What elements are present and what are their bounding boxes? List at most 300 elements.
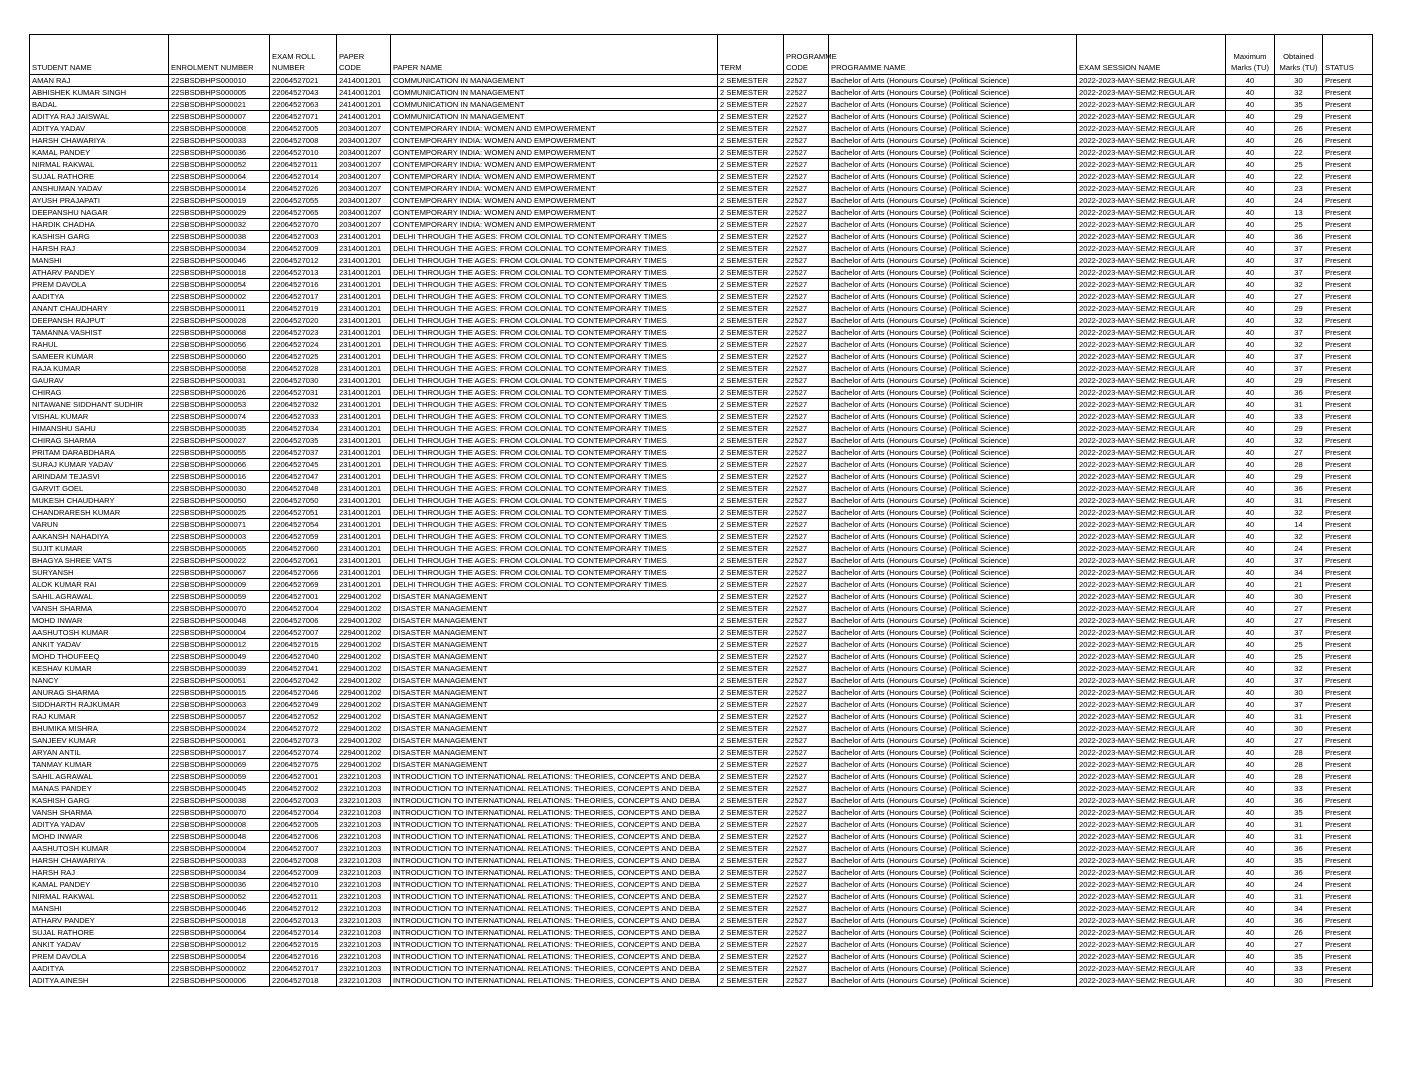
cell-programme-code: 22527 <box>784 459 829 471</box>
cell-paper-name: CONTEMPORARY INDIA: WOMEN AND EMPOWERMENT <box>391 195 718 207</box>
cell-enrolment-number: 22SBSDBHPS000058 <box>169 363 270 375</box>
cell-maximum-marks: 40 <box>1226 951 1275 963</box>
cell-obtained-marks: 36 <box>1275 483 1323 495</box>
cell-status: Present <box>1323 315 1373 327</box>
cell-status: Present <box>1323 75 1373 87</box>
cell-paper-code: 2034001207 <box>337 195 391 207</box>
cell-student-name: KASHISH GARG <box>30 231 169 243</box>
cell-obtained-marks: 36 <box>1275 387 1323 399</box>
cell-paper-code: 2294001202 <box>337 699 391 711</box>
cell-exam-session-name: 2022-2023-MAY-SEM2:REGULAR <box>1077 939 1226 951</box>
cell-paper-name: DELHI THROUGH THE AGES: FROM COLONIAL TO CONTEMPORARY TIMES <box>391 243 718 255</box>
cell-paper-code: 2322101203 <box>337 843 391 855</box>
cell-student-name: TAMANNA VASHIST <box>30 327 169 339</box>
cell-programme-code: 22527 <box>784 327 829 339</box>
cell-programme-code: 22527 <box>784 183 829 195</box>
cell-student-name: ADITYA YADAV <box>30 123 169 135</box>
cell-paper-code: 2322101203 <box>337 771 391 783</box>
cell-paper-code: 2294001202 <box>337 627 391 639</box>
cell-paper-code: 2414001201 <box>337 87 391 99</box>
cell-status: Present <box>1323 531 1373 543</box>
cell-paper-code: 2314001201 <box>337 555 391 567</box>
cell-status: Present <box>1323 579 1373 591</box>
cell-programme-code: 22527 <box>784 315 829 327</box>
cell-exam-roll-number: 22064527010 <box>270 879 337 891</box>
cell-student-name: SURAJ KUMAR YADAV <box>30 459 169 471</box>
cell-paper-code: 2314001201 <box>337 411 391 423</box>
cell-paper-name: DELHI THROUGH THE AGES: FROM COLONIAL TO CONTEMPORARY TIMES <box>391 579 718 591</box>
cell-paper-code: 2034001207 <box>337 183 391 195</box>
cell-paper-name: DELHI THROUGH THE AGES: FROM COLONIAL TO CONTEMPORARY TIMES <box>391 411 718 423</box>
cell-enrolment-number: 22SBSDBHPS000008 <box>169 819 270 831</box>
cell-exam-session-name: 2022-2023-MAY-SEM2:REGULAR <box>1077 771 1226 783</box>
cell-maximum-marks: 40 <box>1226 807 1275 819</box>
cell-exam-roll-number: 22064527007 <box>270 627 337 639</box>
cell-term: 2 SEMESTER <box>718 147 784 159</box>
cell-status: Present <box>1323 471 1373 483</box>
cell-term: 2 SEMESTER <box>718 543 784 555</box>
cell-exam-session-name: 2022-2023-MAY-SEM2:REGULAR <box>1077 195 1226 207</box>
cell-programme-code: 22527 <box>784 495 829 507</box>
cell-student-name: ANKIT YADAV <box>30 939 169 951</box>
cell-paper-name: DISASTER MANAGEMENT <box>391 663 718 675</box>
cell-exam-roll-number: 22064527049 <box>270 699 337 711</box>
cell-status: Present <box>1323 483 1373 495</box>
cell-term: 2 SEMESTER <box>718 255 784 267</box>
cell-programme-code: 22527 <box>784 159 829 171</box>
cell-programme-code: 22527 <box>784 915 829 927</box>
cell-enrolment-number: 22SBSDBHPS000010 <box>169 75 270 87</box>
cell-status: Present <box>1323 435 1373 447</box>
table-row <box>30 507 1373 519</box>
cell-programme-code: 22527 <box>784 963 829 975</box>
cell-term: 2 SEMESTER <box>718 903 784 915</box>
cell-term: 2 SEMESTER <box>718 831 784 843</box>
cell-programme-name: Bachelor of Arts (Honours Course) (Political Science) <box>829 699 1077 711</box>
cell-paper-name: DELHI THROUGH THE AGES: FROM COLONIAL TO CONTEMPORARY TIMES <box>391 339 718 351</box>
cell-enrolment-number: 22SBSDBHPS000002 <box>169 291 270 303</box>
cell-obtained-marks: 36 <box>1275 795 1323 807</box>
cell-exam-roll-number: 22064527026 <box>270 183 337 195</box>
cell-status: Present <box>1323 387 1373 399</box>
cell-term: 2 SEMESTER <box>718 423 784 435</box>
cell-status: Present <box>1323 675 1373 687</box>
cell-paper-code: 2322101203 <box>337 939 391 951</box>
cell-term: 2 SEMESTER <box>718 219 784 231</box>
cell-enrolment-number: 22SBSDBHPS000035 <box>169 423 270 435</box>
cell-status: Present <box>1323 363 1373 375</box>
cell-programme-name: Bachelor of Arts (Honours Course) (Political Science) <box>829 183 1077 195</box>
cell-programme-name: Bachelor of Arts (Honours Course) (Political Science) <box>829 867 1077 879</box>
cell-exam-session-name: 2022-2023-MAY-SEM2:REGULAR <box>1077 819 1226 831</box>
cell-programme-code: 22527 <box>784 711 829 723</box>
table-row <box>30 327 1373 339</box>
cell-obtained-marks: 35 <box>1275 951 1323 963</box>
cell-exam-roll-number: 22064527069 <box>270 579 337 591</box>
cell-status: Present <box>1323 651 1373 663</box>
cell-exam-session-name: 2022-2023-MAY-SEM2:REGULAR <box>1077 507 1226 519</box>
cell-exam-session-name: 2022-2023-MAY-SEM2:REGULAR <box>1077 651 1226 663</box>
cell-enrolment-number: 22SBSDBHPS000012 <box>169 639 270 651</box>
cell-obtained-marks: 32 <box>1275 663 1323 675</box>
cell-status: Present <box>1323 159 1373 171</box>
cell-status: Present <box>1323 939 1373 951</box>
cell-enrolment-number: 22SBSDBHPS000016 <box>169 471 270 483</box>
cell-paper-code: 2314001201 <box>337 567 391 579</box>
table-row <box>30 387 1373 399</box>
cell-exam-session-name: 2022-2023-MAY-SEM2:REGULAR <box>1077 747 1226 759</box>
cell-term: 2 SEMESTER <box>718 75 784 87</box>
cell-status: Present <box>1323 219 1373 231</box>
cell-programme-code: 22527 <box>784 483 829 495</box>
cell-status: Present <box>1323 783 1373 795</box>
cell-exam-session-name: 2022-2023-MAY-SEM2:REGULAR <box>1077 723 1226 735</box>
cell-term: 2 SEMESTER <box>718 279 784 291</box>
cell-obtained-marks: 32 <box>1275 339 1323 351</box>
cell-paper-name: DELHI THROUGH THE AGES: FROM COLONIAL TO CONTEMPORARY TIMES <box>391 423 718 435</box>
cell-exam-session-name: 2022-2023-MAY-SEM2:REGULAR <box>1077 231 1226 243</box>
cell-student-name: SIDDHARTH RAJKUMAR <box>30 699 169 711</box>
cell-exam-session-name: 2022-2023-MAY-SEM2:REGULAR <box>1077 375 1226 387</box>
cell-student-name: AMAN RAJ <box>30 75 169 87</box>
cell-exam-session-name: 2022-2023-MAY-SEM2:REGULAR <box>1077 399 1226 411</box>
cell-enrolment-number: 22SBSDBHPS000027 <box>169 435 270 447</box>
cell-maximum-marks: 40 <box>1226 483 1275 495</box>
cell-exam-roll-number: 22064527043 <box>270 87 337 99</box>
cell-programme-name: Bachelor of Arts (Honours Course) (Political Science) <box>829 735 1077 747</box>
cell-programme-name: Bachelor of Arts (Honours Course) (Political Science) <box>829 747 1077 759</box>
cell-obtained-marks: 36 <box>1275 867 1323 879</box>
cell-paper-code: 2314001201 <box>337 291 391 303</box>
cell-exam-session-name: 2022-2023-MAY-SEM2:REGULAR <box>1077 903 1226 915</box>
cell-obtained-marks: 30 <box>1275 687 1323 699</box>
cell-term: 2 SEMESTER <box>718 471 784 483</box>
cell-programme-name: Bachelor of Arts (Honours Course) (Political Science) <box>829 711 1077 723</box>
cell-exam-session-name: 2022-2023-MAY-SEM2:REGULAR <box>1077 675 1226 687</box>
table-row <box>30 495 1373 507</box>
cell-maximum-marks: 40 <box>1226 735 1275 747</box>
cell-term: 2 SEMESTER <box>718 819 784 831</box>
cell-exam-session-name: 2022-2023-MAY-SEM2:REGULAR <box>1077 735 1226 747</box>
cell-exam-session-name: 2022-2023-MAY-SEM2:REGULAR <box>1077 567 1226 579</box>
cell-exam-session-name: 2022-2023-MAY-SEM2:REGULAR <box>1077 243 1226 255</box>
cell-obtained-marks: 25 <box>1275 219 1323 231</box>
cell-paper-name: DELHI THROUGH THE AGES: FROM COLONIAL TO CONTEMPORARY TIMES <box>391 387 718 399</box>
table-row <box>30 891 1373 903</box>
cell-enrolment-number: 22SBSDBHPS000060 <box>169 351 270 363</box>
cell-paper-code: 2034001207 <box>337 219 391 231</box>
cell-student-name: CHANDRARESH KUMAR <box>30 507 169 519</box>
cell-paper-name: INTRODUCTION TO INTERNATIONAL RELATIONS: THEORIES, CONCEPTS AND DEBA <box>391 795 718 807</box>
cell-enrolment-number: 22SBSDBHPS000054 <box>169 951 270 963</box>
cell-student-name: ADITYA YADAV <box>30 819 169 831</box>
cell-obtained-marks: 30 <box>1275 975 1323 987</box>
table-row <box>30 603 1373 615</box>
cell-status: Present <box>1323 423 1373 435</box>
cell-exam-roll-number: 22064527013 <box>270 267 337 279</box>
cell-exam-roll-number: 22064527019 <box>270 303 337 315</box>
table-row <box>30 411 1373 423</box>
cell-programme-name: Bachelor of Arts (Honours Course) (Political Science) <box>829 759 1077 771</box>
cell-exam-session-name: 2022-2023-MAY-SEM2:REGULAR <box>1077 579 1226 591</box>
cell-programme-code: 22527 <box>784 615 829 627</box>
cell-programme-code: 22527 <box>784 231 829 243</box>
cell-exam-session-name: 2022-2023-MAY-SEM2:REGULAR <box>1077 435 1226 447</box>
cell-paper-code: 2414001201 <box>337 99 391 111</box>
cell-enrolment-number: 22SBSDBHPS000034 <box>169 867 270 879</box>
cell-student-name: ABHISHEK KUMAR SINGH <box>30 87 169 99</box>
cell-programme-code: 22527 <box>784 939 829 951</box>
table-row <box>30 171 1373 183</box>
cell-maximum-marks: 40 <box>1226 663 1275 675</box>
cell-paper-name: DELHI THROUGH THE AGES: FROM COLONIAL TO CONTEMPORARY TIMES <box>391 351 718 363</box>
cell-paper-name: DELHI THROUGH THE AGES: FROM COLONIAL TO CONTEMPORARY TIMES <box>391 435 718 447</box>
cell-enrolment-number: 22SBSDBHPS000019 <box>169 195 270 207</box>
cell-programme-code: 22527 <box>784 435 829 447</box>
cell-paper-name: DELHI THROUGH THE AGES: FROM COLONIAL TO CONTEMPORARY TIMES <box>391 555 718 567</box>
cell-programme-code: 22527 <box>784 87 829 99</box>
header-term: TERM <box>718 35 784 75</box>
cell-exam-roll-number: 22064527016 <box>270 279 337 291</box>
cell-student-name: HARSH CHAWARIYA <box>30 135 169 147</box>
cell-enrolment-number: 22SBSDBHPS000046 <box>169 255 270 267</box>
cell-student-name: SUJAL RATHORE <box>30 171 169 183</box>
cell-paper-code: 2034001207 <box>337 147 391 159</box>
cell-student-name: RAHUL <box>30 339 169 351</box>
cell-enrolment-number: 22SBSDBHPS000036 <box>169 147 270 159</box>
cell-term: 2 SEMESTER <box>718 879 784 891</box>
cell-paper-name: INTRODUCTION TO INTERNATIONAL RELATIONS: THEORIES, CONCEPTS AND DEBA <box>391 963 718 975</box>
cell-maximum-marks: 40 <box>1226 819 1275 831</box>
table-row <box>30 375 1373 387</box>
cell-programme-name: Bachelor of Arts (Honours Course) (Political Science) <box>829 963 1077 975</box>
cell-exam-roll-number: 22064527002 <box>270 783 337 795</box>
cell-enrolment-number: 22SBSDBHPS000070 <box>169 807 270 819</box>
table-row <box>30 111 1373 123</box>
cell-student-name: ALOK KUMAR RAI <box>30 579 169 591</box>
cell-maximum-marks: 40 <box>1226 555 1275 567</box>
cell-obtained-marks: 33 <box>1275 783 1323 795</box>
cell-programme-code: 22527 <box>784 903 829 915</box>
header-paper-name: PAPER NAME <box>391 35 718 75</box>
cell-term: 2 SEMESTER <box>718 135 784 147</box>
cell-paper-name: DISASTER MANAGEMENT <box>391 627 718 639</box>
cell-obtained-marks: 34 <box>1275 903 1323 915</box>
cell-enrolment-number: 22SBSDBHPS000025 <box>169 507 270 519</box>
cell-enrolment-number: 22SBSDBHPS000074 <box>169 411 270 423</box>
cell-maximum-marks: 40 <box>1226 699 1275 711</box>
cell-programme-code: 22527 <box>784 303 829 315</box>
cell-maximum-marks: 40 <box>1226 747 1275 759</box>
cell-programme-code: 22527 <box>784 783 829 795</box>
cell-programme-name: Bachelor of Arts (Honours Course) (Political Science) <box>829 531 1077 543</box>
cell-programme-code: 22527 <box>784 267 829 279</box>
cell-obtained-marks: 27 <box>1275 603 1323 615</box>
cell-programme-code: 22527 <box>784 99 829 111</box>
cell-student-name: TANMAY KUMAR <box>30 759 169 771</box>
cell-exam-session-name: 2022-2023-MAY-SEM2:REGULAR <box>1077 171 1226 183</box>
cell-enrolment-number: 22SBSDBHPS000063 <box>169 699 270 711</box>
cell-maximum-marks: 40 <box>1226 675 1275 687</box>
cell-term: 2 SEMESTER <box>718 123 784 135</box>
cell-programme-name: Bachelor of Arts (Honours Course) (Political Science) <box>829 927 1077 939</box>
table-row <box>30 855 1373 867</box>
header-paper-code: PAPER CODE <box>337 35 391 75</box>
table-row <box>30 975 1373 987</box>
cell-exam-session-name: 2022-2023-MAY-SEM2:REGULAR <box>1077 915 1226 927</box>
table-row <box>30 303 1373 315</box>
cell-student-name: AYUSH PRAJAPATI <box>30 195 169 207</box>
cell-obtained-marks: 23 <box>1275 183 1323 195</box>
cell-student-name: NITAWANE SIDDHANT SUDHIR <box>30 399 169 411</box>
cell-status: Present <box>1323 339 1373 351</box>
cell-paper-code: 2314001201 <box>337 471 391 483</box>
cell-paper-name: DISASTER MANAGEMENT <box>391 759 718 771</box>
cell-status: Present <box>1323 507 1373 519</box>
cell-student-name: HARDIK CHADHA <box>30 219 169 231</box>
cell-term: 2 SEMESTER <box>718 447 784 459</box>
cell-paper-code: 2034001207 <box>337 159 391 171</box>
cell-status: Present <box>1323 975 1373 987</box>
cell-student-name: DEEPANSH RAJPUT <box>30 315 169 327</box>
cell-paper-name: DELHI THROUGH THE AGES: FROM COLONIAL TO CONTEMPORARY TIMES <box>391 279 718 291</box>
cell-paper-name: INTRODUCTION TO INTERNATIONAL RELATIONS: THEORIES, CONCEPTS AND DEBA <box>391 843 718 855</box>
table-row <box>30 99 1373 111</box>
cell-exam-roll-number: 22064527065 <box>270 207 337 219</box>
cell-programme-code: 22527 <box>784 411 829 423</box>
cell-exam-session-name: 2022-2023-MAY-SEM2:REGULAR <box>1077 267 1226 279</box>
cell-programme-name: Bachelor of Arts (Honours Course) (Political Science) <box>829 171 1077 183</box>
cell-programme-code: 22527 <box>784 207 829 219</box>
cell-programme-code: 22527 <box>784 843 829 855</box>
cell-paper-code: 2034001207 <box>337 123 391 135</box>
cell-enrolment-number: 22SBSDBHPS000050 <box>169 495 270 507</box>
cell-exam-session-name: 2022-2023-MAY-SEM2:REGULAR <box>1077 783 1226 795</box>
cell-paper-name: DELHI THROUGH THE AGES: FROM COLONIAL TO CONTEMPORARY TIMES <box>391 315 718 327</box>
cell-enrolment-number: 22SBSDBHPS000002 <box>169 963 270 975</box>
cell-exam-roll-number: 22064527071 <box>270 111 337 123</box>
cell-paper-name: DELHI THROUGH THE AGES: FROM COLONIAL TO CONTEMPORARY TIMES <box>391 255 718 267</box>
cell-status: Present <box>1323 891 1373 903</box>
cell-enrolment-number: 22SBSDBHPS000022 <box>169 555 270 567</box>
cell-obtained-marks: 29 <box>1275 423 1323 435</box>
cell-paper-code: 2322101203 <box>337 879 391 891</box>
cell-term: 2 SEMESTER <box>718 495 784 507</box>
cell-paper-name: INTRODUCTION TO INTERNATIONAL RELATIONS: THEORIES, CONCEPTS AND DEBA <box>391 783 718 795</box>
cell-exam-session-name: 2022-2023-MAY-SEM2:REGULAR <box>1077 315 1226 327</box>
cell-exam-session-name: 2022-2023-MAY-SEM2:REGULAR <box>1077 615 1226 627</box>
cell-paper-code: 2322101203 <box>337 891 391 903</box>
cell-exam-session-name: 2022-2023-MAY-SEM2:REGULAR <box>1077 111 1226 123</box>
cell-term: 2 SEMESTER <box>718 735 784 747</box>
cell-exam-roll-number: 22064527046 <box>270 687 337 699</box>
cell-status: Present <box>1323 591 1373 603</box>
cell-student-name: ARYAN ANTIL <box>30 747 169 759</box>
cell-paper-name: CONTEMPORARY INDIA: WOMEN AND EMPOWERMENT <box>391 123 718 135</box>
table-row <box>30 675 1373 687</box>
cell-maximum-marks: 40 <box>1226 327 1275 339</box>
cell-enrolment-number: 22SBSDBHPS000003 <box>169 531 270 543</box>
header-status: STATUS <box>1323 35 1373 75</box>
cell-status: Present <box>1323 747 1373 759</box>
cell-paper-code: 2314001201 <box>337 531 391 543</box>
cell-enrolment-number: 22SBSDBHPS000017 <box>169 747 270 759</box>
cell-programme-code: 22527 <box>784 699 829 711</box>
cell-paper-code: 2034001207 <box>337 171 391 183</box>
cell-maximum-marks: 40 <box>1226 939 1275 951</box>
cell-maximum-marks: 40 <box>1226 411 1275 423</box>
cell-programme-code: 22527 <box>784 123 829 135</box>
cell-maximum-marks: 40 <box>1226 867 1275 879</box>
cell-enrolment-number: 22SBSDBHPS000059 <box>169 771 270 783</box>
cell-enrolment-number: 22SBSDBHPS000059 <box>169 591 270 603</box>
cell-enrolment-number: 22SBSDBHPS000057 <box>169 711 270 723</box>
cell-status: Present <box>1323 615 1373 627</box>
header-maximum-marks: Maximum Marks (TU) <box>1226 35 1275 75</box>
cell-maximum-marks: 40 <box>1226 183 1275 195</box>
cell-paper-name: DISASTER MANAGEMENT <box>391 591 718 603</box>
cell-exam-roll-number: 22064527017 <box>270 291 337 303</box>
cell-maximum-marks: 40 <box>1226 711 1275 723</box>
cell-student-name: MOHD THOUFEEQ <box>30 651 169 663</box>
cell-term: 2 SEMESTER <box>718 435 784 447</box>
cell-exam-session-name: 2022-2023-MAY-SEM2:REGULAR <box>1077 963 1226 975</box>
cell-exam-session-name: 2022-2023-MAY-SEM2:REGULAR <box>1077 483 1226 495</box>
cell-exam-roll-number: 22064527035 <box>270 435 337 447</box>
table-row <box>30 447 1373 459</box>
cell-programme-code: 22527 <box>784 579 829 591</box>
cell-obtained-marks: 37 <box>1275 267 1323 279</box>
cell-paper-name: INTRODUCTION TO INTERNATIONAL RELATIONS: THEORIES, CONCEPTS AND DEBA <box>391 807 718 819</box>
cell-programme-code: 22527 <box>784 279 829 291</box>
cell-enrolment-number: 22SBSDBHPS000008 <box>169 123 270 135</box>
cell-term: 2 SEMESTER <box>718 591 784 603</box>
cell-programme-code: 22527 <box>784 423 829 435</box>
header-programme-name: PROGRAMME NAME <box>829 35 1077 75</box>
cell-exam-roll-number: 22064527013 <box>270 915 337 927</box>
cell-paper-name: COMMUNICATION IN MANAGEMENT <box>391 99 718 111</box>
cell-maximum-marks: 40 <box>1226 207 1275 219</box>
cell-exam-roll-number: 22064527037 <box>270 447 337 459</box>
cell-programme-code: 22527 <box>784 879 829 891</box>
cell-term: 2 SEMESTER <box>718 747 784 759</box>
cell-exam-roll-number: 22064527048 <box>270 483 337 495</box>
cell-maximum-marks: 40 <box>1226 375 1275 387</box>
cell-term: 2 SEMESTER <box>718 975 784 987</box>
cell-exam-roll-number: 22064527006 <box>270 615 337 627</box>
cell-student-name: ATHARV PANDEY <box>30 915 169 927</box>
cell-exam-roll-number: 22064527042 <box>270 675 337 687</box>
cell-paper-name: COMMUNICATION IN MANAGEMENT <box>391 75 718 87</box>
cell-maximum-marks: 40 <box>1226 387 1275 399</box>
cell-student-name: SAHIL AGRAWAL <box>30 771 169 783</box>
cell-exam-session-name: 2022-2023-MAY-SEM2:REGULAR <box>1077 423 1226 435</box>
cell-exam-roll-number: 22064527008 <box>270 855 337 867</box>
cell-term: 2 SEMESTER <box>718 375 784 387</box>
cell-programme-name: Bachelor of Arts (Honours Course) (Political Science) <box>829 447 1077 459</box>
cell-exam-session-name: 2022-2023-MAY-SEM2:REGULAR <box>1077 879 1226 891</box>
table-row <box>30 87 1373 99</box>
cell-maximum-marks: 40 <box>1226 219 1275 231</box>
cell-paper-code: 2314001201 <box>337 483 391 495</box>
cell-programme-name: Bachelor of Arts (Honours Course) (Political Science) <box>829 903 1077 915</box>
cell-term: 2 SEMESTER <box>718 627 784 639</box>
cell-term: 2 SEMESTER <box>718 783 784 795</box>
table-row <box>30 483 1373 495</box>
cell-status: Present <box>1323 927 1373 939</box>
cell-programme-code: 22527 <box>784 111 829 123</box>
cell-exam-roll-number: 22064527021 <box>270 75 337 87</box>
